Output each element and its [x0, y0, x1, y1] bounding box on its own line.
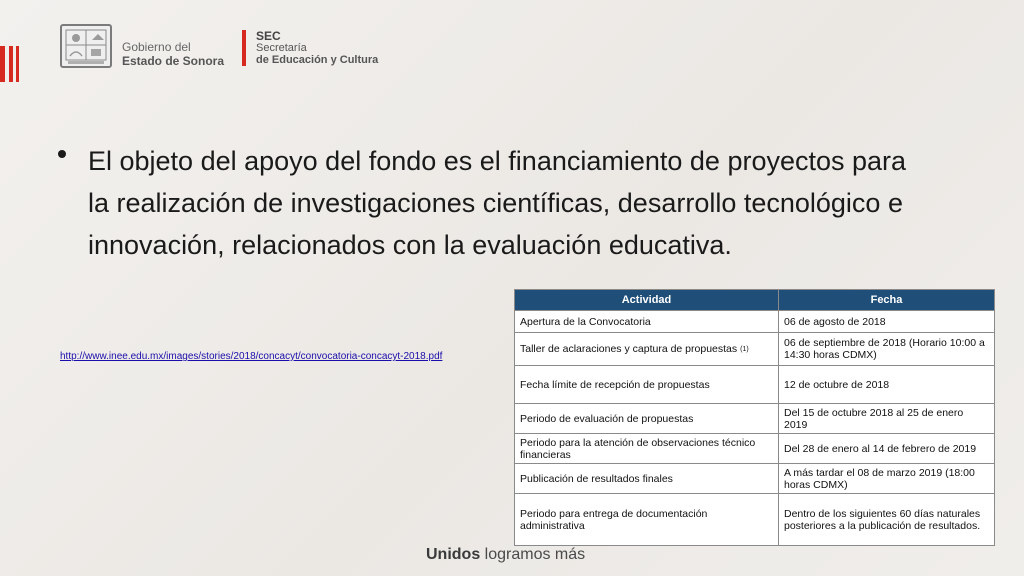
sec-line-2: Secretaría [256, 42, 307, 54]
cell-fecha: A más tardar el 08 de marzo 2019 (18:00 horas CDMX) [779, 464, 995, 494]
table-row [515, 366, 995, 404]
cell-fecha: Dentro de los siguientes 60 días naturales posteriores a la publicación de resultados. [779, 494, 995, 546]
bullet-text: El objeto del apoyo del fondo es el financiamiento de proyectos para la realización de investigaciones científicas, desarrollo tecnológico e innovación, relacionados con la evaluación educativa. [88, 146, 907, 260]
cell-actividad: Periodo de evaluación de propuestas [515, 404, 779, 434]
sec-logo-text [256, 30, 378, 66]
footer-slogan [426, 546, 585, 564]
table-row [515, 333, 995, 366]
schedule-table [514, 289, 995, 546]
cell-fecha: 06 de agosto de 2018 [779, 311, 995, 333]
cell-actividad: Fecha límite de recepción de propuestas [515, 366, 779, 404]
column-header-fecha: Fecha [779, 290, 995, 311]
cell-actividad-text: Taller de aclaraciones y captura de propuestas [520, 342, 738, 355]
cell-actividad: Periodo para entrega de documentación administrativa [515, 494, 779, 546]
cell-actividad: Apertura de la Convocatoria [515, 311, 779, 333]
red-accent-bar [0, 46, 5, 82]
cell-fecha: Del 28 de enero al 14 de febrero de 2019 [779, 434, 995, 464]
table-row [515, 434, 995, 464]
table-row [515, 404, 995, 434]
cell-fecha: 06 de septiembre de 2018 (Horario 10:00 a 14:30 horas CDMX) [779, 333, 995, 366]
sec-divider [242, 30, 246, 66]
cell-actividad [515, 333, 779, 366]
cell-fecha: 12 de octubre de 2018 [779, 366, 995, 404]
convocatoria-link[interactable]: http://www.inee.edu.mx/images/stories/2018/concacyt/convocatoria-concacyt-2018.pdf [60, 351, 443, 362]
gov-line-1: Gobierno del [122, 40, 191, 54]
gov-line-2: Estado de Sonora [122, 54, 225, 68]
sec-acronym: SEC [256, 29, 281, 43]
red-accent-bar [9, 46, 13, 82]
cell-actividad: Periodo para la atención de observaciones técnico financieras [515, 434, 779, 464]
sec-line-3: de Educación y Cultura [256, 54, 379, 66]
table-row [515, 311, 995, 333]
table-row [515, 494, 995, 546]
cell-fecha: Del 15 de octubre 2018 al 25 de enero 2019 [779, 404, 995, 434]
state-seal-icon [60, 24, 112, 68]
table-row [515, 464, 995, 494]
column-header-actividad: Actividad [515, 290, 779, 311]
table-header-row [515, 290, 995, 311]
government-logo-text [122, 40, 224, 68]
cell-actividad: Publicación de resultados finales [515, 464, 779, 494]
bullet-dot-icon [58, 150, 66, 158]
red-accent-bar [16, 46, 19, 82]
footnote-marker: (1) [740, 345, 749, 353]
slogan-bold: Unidos [426, 546, 481, 563]
slogan-rest: logramos más [484, 546, 586, 563]
